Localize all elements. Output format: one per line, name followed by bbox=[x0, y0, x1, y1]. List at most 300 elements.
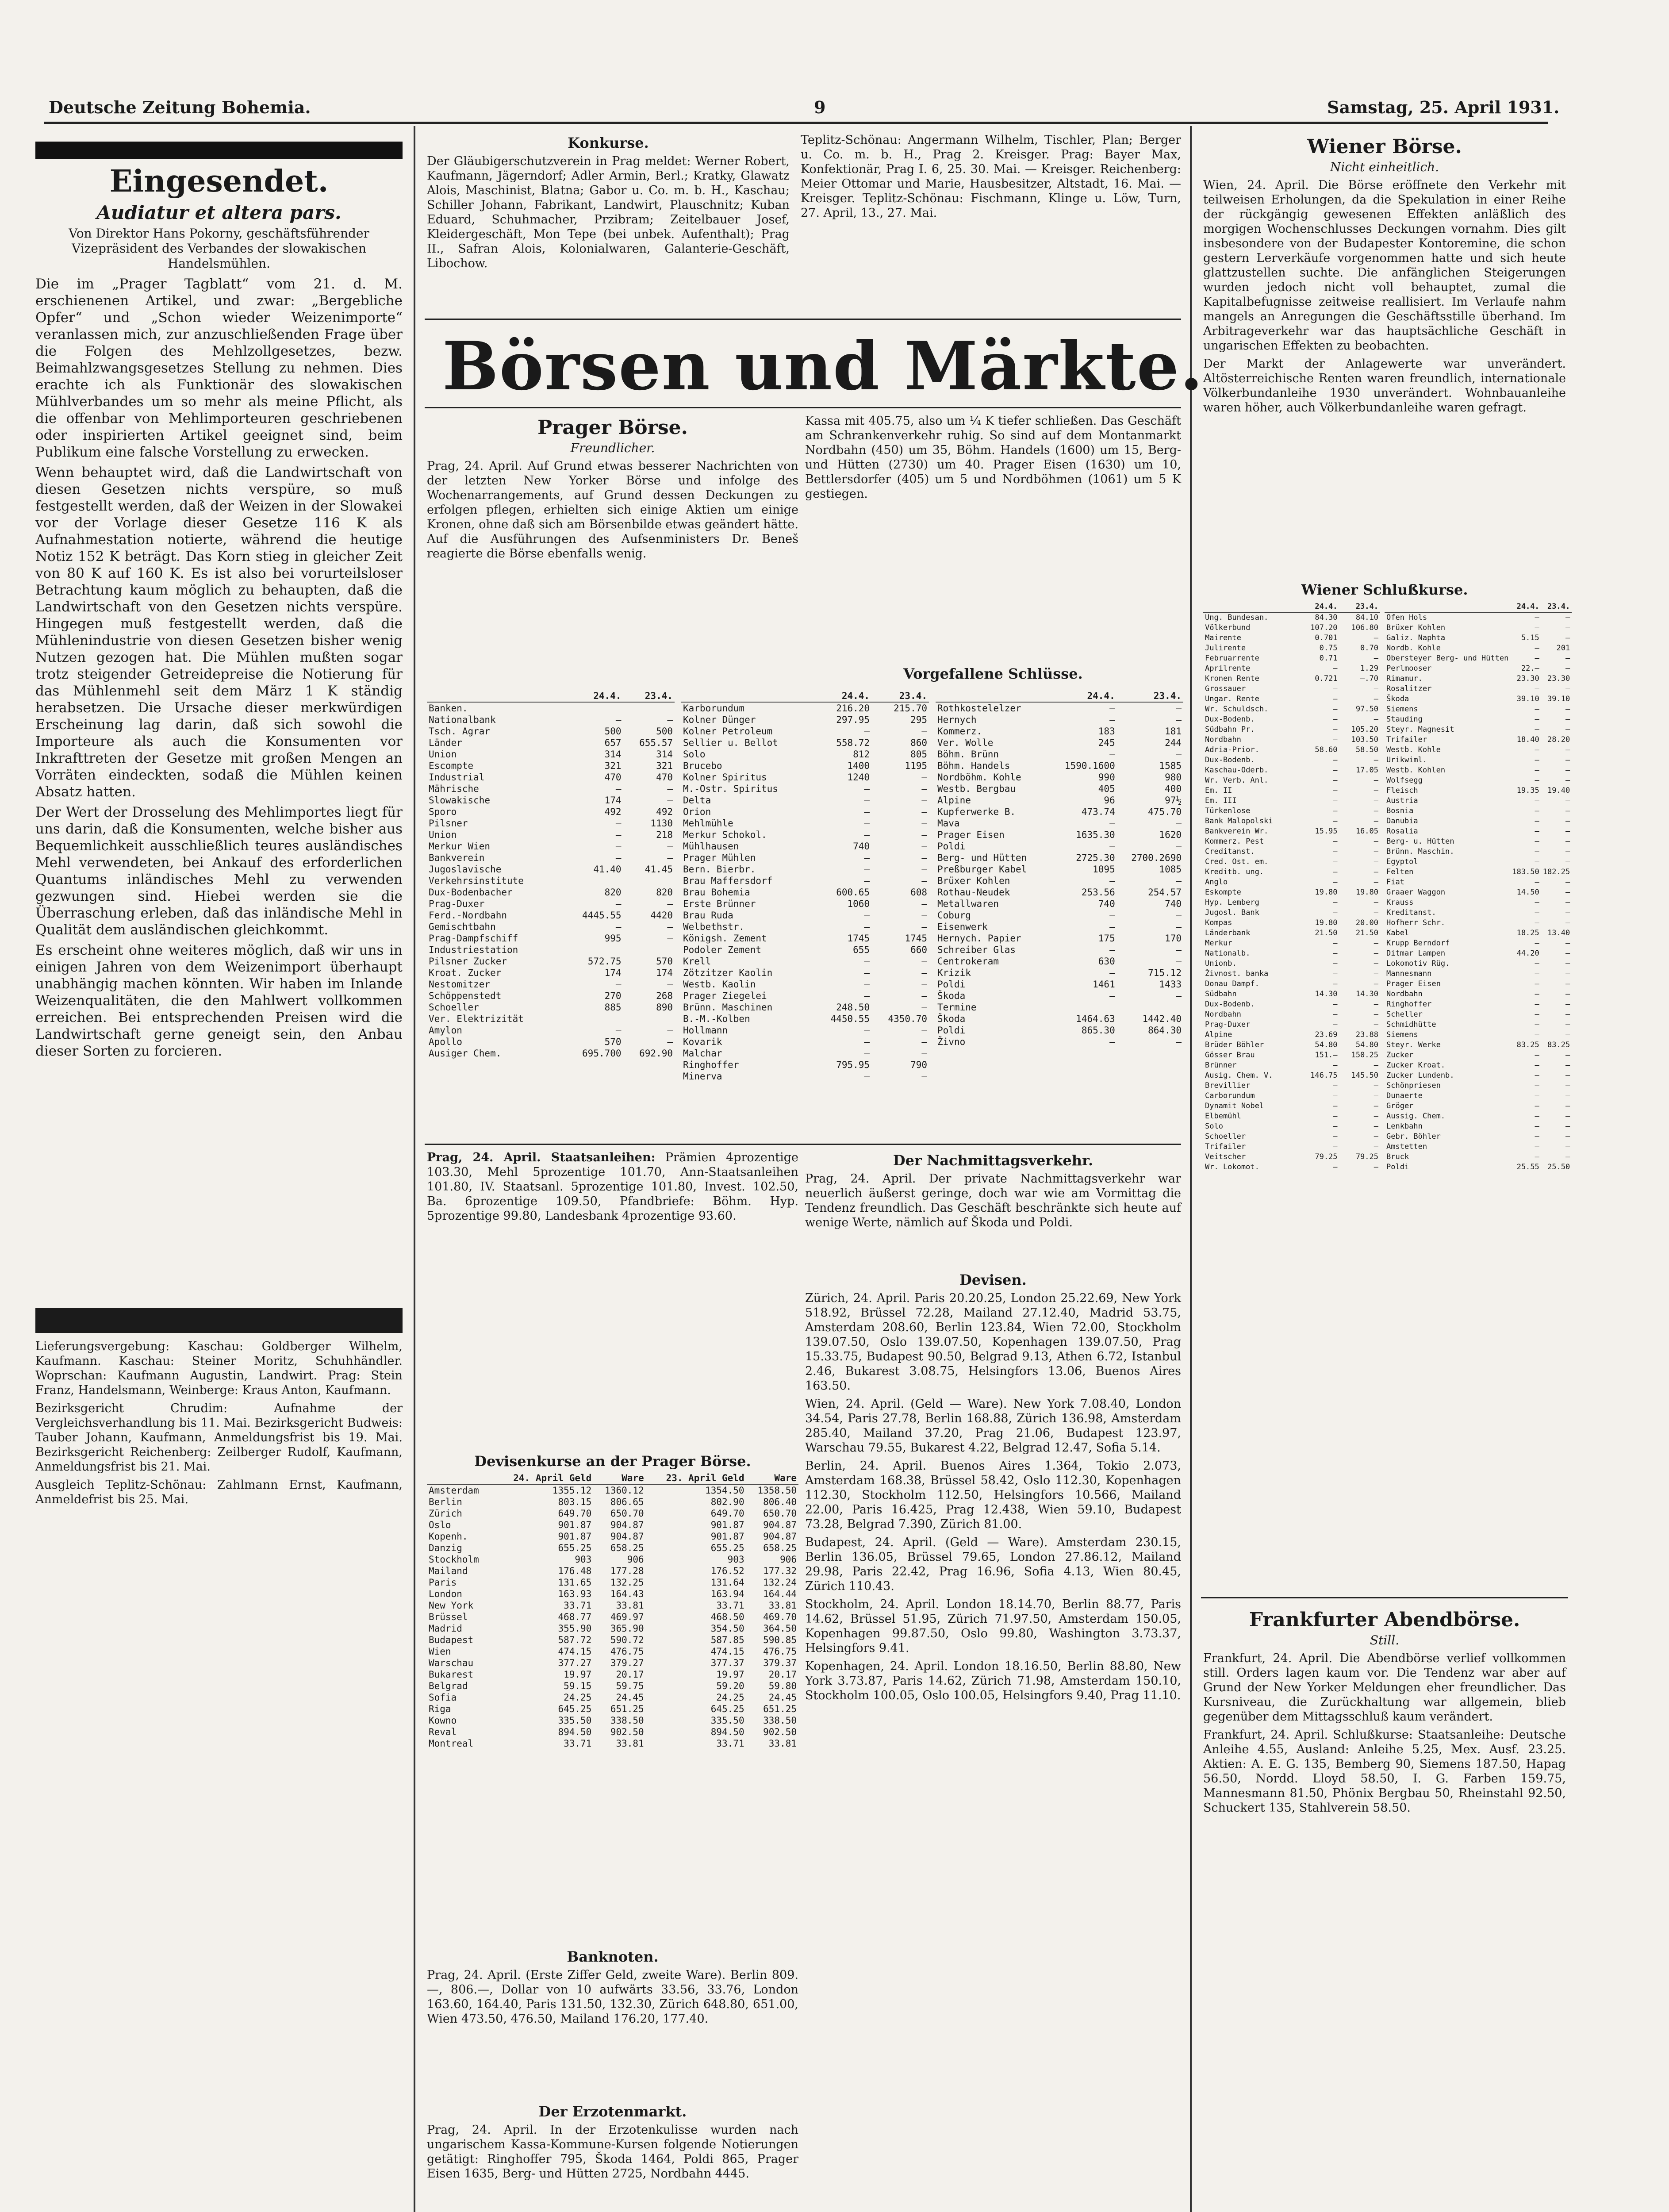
table-row bbox=[427, 967, 675, 979]
table-cell: — bbox=[1535, 1102, 1539, 1110]
table-row bbox=[1203, 1142, 1380, 1152]
table-cell: 600.65 bbox=[836, 887, 870, 898]
table-cell: — bbox=[1374, 654, 1378, 663]
table-row bbox=[1385, 1121, 1572, 1132]
table-cell: Länder bbox=[429, 737, 462, 748]
table-cell: 650.70 bbox=[610, 1508, 644, 1519]
table-cell: 1635.30 bbox=[1076, 830, 1115, 840]
table-cell: Westb. Kaolin bbox=[683, 979, 756, 990]
table-row bbox=[1203, 1101, 1380, 1111]
table-cell: Malchar bbox=[683, 1048, 722, 1059]
table-row bbox=[936, 898, 1183, 910]
table-cell: Kommerz. bbox=[937, 726, 982, 737]
table-row bbox=[681, 990, 929, 1002]
table-row bbox=[936, 829, 1183, 841]
table-cell: — bbox=[864, 922, 870, 932]
table-cell: 4350.70 bbox=[888, 1014, 927, 1024]
table-cell: — bbox=[1565, 715, 1570, 724]
table-cell: Mava bbox=[937, 818, 960, 829]
table-cell: — bbox=[1109, 910, 1115, 921]
table-cell: 58.60 bbox=[1315, 745, 1338, 754]
table-cell: — bbox=[1333, 1112, 1338, 1121]
table-cell: Budapest bbox=[429, 1635, 474, 1645]
table-cell: 54.80 bbox=[1355, 1041, 1378, 1049]
article-title: Eingesendet. bbox=[109, 164, 329, 199]
table-cell bbox=[623, 1013, 675, 1025]
table-cell: Schönpriesen bbox=[1386, 1081, 1441, 1090]
table-row bbox=[1385, 674, 1572, 684]
table-row bbox=[681, 944, 929, 956]
table-cell: — bbox=[615, 853, 622, 863]
table-cell: 33.71 bbox=[716, 1738, 744, 1749]
table-cell: — bbox=[921, 864, 927, 875]
table-cell: 2725.30 bbox=[1076, 853, 1115, 863]
table-cell: — bbox=[1535, 715, 1539, 724]
paragraph: Prämien 4prozentige 103.30, Mehl 5prozentige 101.70, Ann-Staatsanleihen 101.80, IV. Staatsanl. 5prozentige 101.80, Invest. 102.50, Ba. 6prozentige 109.50, Pfandbriefe: Böhm. Hyp. 5prozentige 99.80, Landesbank 4prozentige 93.60. bbox=[427, 1151, 799, 1223]
table-cell: — bbox=[1176, 945, 1182, 955]
table-row bbox=[1203, 877, 1380, 887]
table-row bbox=[427, 760, 675, 772]
table-cell: 21.50 bbox=[1355, 929, 1378, 937]
table-cell: — bbox=[1535, 979, 1539, 988]
table-cell: 904.87 bbox=[763, 1531, 797, 1542]
paragraph: Budapest, 24. April. (Geld — Ware). Amsterdam 230.15, Berlin 136.05, Brüssel 79.65, London 27.86.12, Mailand 29.98, Paris 22.42, Prag 16.96, Sofia 4.13, Wien 80.45, Zürich 110.43. bbox=[805, 1536, 1181, 1593]
table-cell: 338.50 bbox=[610, 1715, 644, 1726]
table-cell: Dux-Bodenb. bbox=[1205, 715, 1255, 724]
table-cell: 163.93 bbox=[558, 1589, 592, 1599]
section-heading: Der Erzotenmarkt. bbox=[538, 2103, 687, 2120]
table-cell: — bbox=[1535, 654, 1539, 663]
table-cell: 297.95 bbox=[836, 714, 870, 725]
table-cell: — bbox=[1535, 837, 1539, 846]
table-cell: Sporo bbox=[429, 806, 457, 817]
table-row bbox=[1385, 1071, 1572, 1081]
table-row bbox=[427, 1002, 675, 1013]
table-cell: 904.87 bbox=[610, 1520, 644, 1530]
table-cell: 83.25 bbox=[1516, 1041, 1539, 1049]
table-row bbox=[681, 910, 929, 921]
table-row bbox=[1385, 1060, 1572, 1071]
table-cell: — bbox=[1565, 1061, 1570, 1070]
table-cell: — bbox=[1374, 1132, 1378, 1141]
table-cell: Wr. Verb. Anl. bbox=[1205, 776, 1269, 785]
table-cell: Danubia bbox=[1386, 817, 1418, 826]
table-row bbox=[427, 1715, 798, 1726]
table-cell: — bbox=[1109, 714, 1115, 725]
table-cell: Merkur bbox=[1205, 939, 1232, 948]
table-cell: — bbox=[1535, 1020, 1539, 1029]
table-cell: 901.87 bbox=[710, 1531, 744, 1542]
table-cell: Erste Brünner bbox=[683, 899, 756, 909]
table-cell: 18.25 bbox=[1516, 929, 1539, 937]
table-cell: 164.44 bbox=[763, 1589, 797, 1599]
table-cell: 216.20 bbox=[836, 703, 870, 714]
table-row bbox=[427, 1646, 798, 1657]
table-cell: Böhm. Handels bbox=[937, 760, 1010, 771]
table-cell: 39.10 bbox=[1516, 695, 1539, 703]
table-cell: — bbox=[921, 922, 927, 932]
paragraph: Prag, 24. April. Auf Grund etwas besserer Nachrichten von der letzten New Yorker Börse und infolge des Wochenarrangements, auf Grund dessen Deckungen zu erfolgen pflegen, erhielten sich einige Aktien um einige Kronen, ohne daß sich am Börsenbilde etwas geändert hätte. Auf die Ausführungen des Aufsenministers Dr. Beneš reagierte die Börse ebenfalls wenig. bbox=[427, 459, 798, 561]
table-cell: M.-Ostr. Spiritus bbox=[683, 783, 778, 794]
table-cell: Hofherr Schr. bbox=[1386, 918, 1446, 927]
table-row bbox=[936, 967, 1183, 979]
table-cell: 740 bbox=[853, 841, 870, 852]
table-row bbox=[1385, 826, 1572, 837]
table-row bbox=[1203, 765, 1380, 776]
table-cell: — bbox=[1535, 705, 1539, 714]
column-rule bbox=[1190, 126, 1192, 2212]
table-cell: Wr. Lokomot. bbox=[1205, 1163, 1259, 1171]
table-cell: Cred. Ost. em. bbox=[1205, 857, 1269, 866]
table-row bbox=[1203, 1030, 1380, 1040]
table-cell: Apollo bbox=[429, 1037, 462, 1047]
table-cell: — bbox=[1565, 684, 1570, 693]
table-cell: 2700.2690 bbox=[1131, 853, 1182, 863]
table-cell: 41.40 bbox=[593, 864, 622, 875]
table-cell: — bbox=[1565, 796, 1570, 805]
table-cell: Karborundum bbox=[683, 703, 745, 714]
table-cell: 355.90 bbox=[558, 1623, 592, 1634]
table-cell: — bbox=[921, 899, 927, 909]
table-cell: 182.25 bbox=[1542, 868, 1570, 876]
table-cell: — bbox=[1176, 991, 1182, 1001]
table-cell: Steyr. Werke bbox=[1386, 1041, 1441, 1049]
article-subtitle: Audiatur et altera pars. bbox=[96, 202, 341, 223]
table-cell: 132.24 bbox=[763, 1577, 797, 1588]
table-cell: Mairente bbox=[1205, 634, 1241, 642]
table-cell: — bbox=[1565, 1091, 1570, 1100]
table-cell: — bbox=[1565, 847, 1570, 856]
table-row bbox=[1203, 898, 1380, 908]
table-cell: 1130 bbox=[650, 818, 673, 829]
table-cell: Orion bbox=[683, 806, 711, 817]
table-cell: 15.95 bbox=[1315, 827, 1338, 836]
table-cell: 474.15 bbox=[558, 1646, 592, 1657]
table-cell: Brüxer Kohlen bbox=[1386, 623, 1446, 632]
table-cell: 17.05 bbox=[1355, 766, 1378, 775]
table-cell: Brau Ruda bbox=[683, 910, 733, 921]
table-cell: 379.27 bbox=[610, 1658, 644, 1668]
table-cell: Jugoslavische bbox=[429, 864, 502, 875]
table-cell: — bbox=[1374, 817, 1378, 826]
table-cell: — bbox=[1374, 715, 1378, 724]
table-cell: — bbox=[1176, 922, 1182, 932]
table-cell: 79.25 bbox=[1355, 1152, 1378, 1161]
table-cell: 215.70 bbox=[894, 703, 927, 714]
table-cell: — bbox=[1374, 1102, 1378, 1110]
table-cell: 904.87 bbox=[610, 1531, 644, 1542]
table-cell: Prager Eisen bbox=[937, 830, 1005, 840]
table-cell: 655.25 bbox=[558, 1543, 592, 1553]
table-cell: — bbox=[615, 922, 622, 932]
table-row bbox=[681, 772, 929, 783]
table-row bbox=[1203, 674, 1380, 684]
devisen-article bbox=[805, 1270, 1181, 2212]
table-cell: — bbox=[1176, 818, 1182, 829]
table-cell: 24.45 bbox=[616, 1692, 644, 1703]
table-cell: 902.50 bbox=[610, 1727, 644, 1737]
table-cell: — bbox=[1333, 756, 1338, 764]
table-cell: — bbox=[1176, 876, 1182, 886]
table-cell: — bbox=[921, 841, 927, 852]
table-row bbox=[1203, 959, 1380, 969]
table-cell: — bbox=[864, 795, 870, 806]
table-cell: 890 bbox=[656, 1002, 673, 1013]
table-cell: — bbox=[1535, 644, 1539, 653]
table-cell: Škoda bbox=[937, 991, 966, 1001]
table-cell: Krupp Berndorf bbox=[1386, 939, 1450, 948]
table-cell: Centrokeram bbox=[937, 956, 999, 967]
table-cell: — bbox=[1535, 959, 1539, 968]
table-cell: 96 bbox=[1104, 795, 1115, 806]
table-row bbox=[1385, 837, 1572, 847]
table-row bbox=[427, 921, 675, 933]
table-cell: Brünner bbox=[1205, 1061, 1237, 1070]
table-cell: Prag-Duxer bbox=[1205, 1020, 1251, 1029]
table-cell: Mühlhausen bbox=[683, 841, 739, 852]
table-row bbox=[1385, 1081, 1572, 1091]
table-cell: 163.94 bbox=[710, 1589, 744, 1599]
table-row bbox=[936, 841, 1183, 852]
table-cell: — bbox=[1333, 847, 1338, 856]
table-cell: Südbahn Pr. bbox=[1205, 725, 1255, 734]
table-cell: 1.29 bbox=[1360, 664, 1378, 673]
table-cell: — bbox=[1535, 857, 1539, 866]
table-row bbox=[1385, 999, 1572, 1010]
table-cell: 13.40 bbox=[1547, 929, 1570, 937]
table-cell: — bbox=[1565, 1132, 1570, 1141]
table-cell: Em. II bbox=[1205, 786, 1232, 795]
table-row bbox=[1203, 623, 1380, 633]
table-cell: — bbox=[1333, 705, 1338, 714]
table-cell: Ung. Bundesan. bbox=[1205, 613, 1269, 622]
table-cell: Brünn. Maschinen bbox=[683, 1002, 773, 1013]
table-row bbox=[1385, 1030, 1572, 1040]
table-row bbox=[1203, 887, 1380, 898]
table-row bbox=[427, 1657, 798, 1669]
table-cell: Carborundum bbox=[1205, 1091, 1255, 1100]
section-subheading: Nicht einheitlich. bbox=[1330, 160, 1439, 174]
column-eingesendet bbox=[35, 142, 403, 2212]
table-cell: 469.70 bbox=[763, 1612, 797, 1622]
table-cell: — bbox=[1565, 1112, 1570, 1121]
table-cell: — bbox=[1333, 908, 1338, 917]
table-cell: Südbahn bbox=[1205, 990, 1237, 998]
table-cell: 805 bbox=[910, 749, 927, 760]
table-cell: — bbox=[1176, 703, 1182, 714]
table-cell bbox=[564, 875, 623, 887]
table-cell: — bbox=[615, 818, 622, 829]
table-cell: 151.— bbox=[1315, 1051, 1338, 1060]
table-row bbox=[1385, 816, 1572, 826]
table-cell: — bbox=[1374, 898, 1378, 907]
table-cell: Kabel bbox=[1386, 929, 1409, 937]
table-cell: Živnost. banka bbox=[1205, 969, 1269, 978]
table-row bbox=[1203, 847, 1380, 857]
table-cell: 570 bbox=[604, 1037, 622, 1047]
table-cell: Paris bbox=[429, 1577, 457, 1588]
table-row bbox=[427, 806, 675, 818]
table-cell: Slowakische bbox=[429, 795, 491, 806]
table-cell: 174 bbox=[656, 968, 673, 978]
table-cell: 806.40 bbox=[763, 1497, 797, 1507]
table-cell: Preßburger Kabel bbox=[937, 864, 1027, 875]
table-row bbox=[1385, 908, 1572, 918]
table-cell: 1433 bbox=[1159, 979, 1182, 990]
table-cell: — bbox=[1565, 725, 1570, 734]
table-cell: — bbox=[1374, 1020, 1378, 1029]
table-row bbox=[1385, 959, 1572, 969]
table-cell: Hollmann bbox=[683, 1025, 728, 1036]
paragraph: Zürich, 24. April. Paris 20.20.25, London 25.22.69, New York 518.92, Brüssel 72.28, Mailand 27.12.40, Madrid 53.75, Amsterdam 208.60, Berlin 123.84, Wien 72.00, Stockholm 139.07.50, Oslo 139.07.50, Kopenhagen 139.07.50, Prag 15.33.75, Budapest 90.50, Belgrad 9.13, Athen 6.72, Istanbul 2.46, Bukarest 3.08.75, Helsingfors 13.06, Buenos Aires 163.50. bbox=[805, 1291, 1181, 1393]
table-cell: 820 bbox=[604, 887, 622, 898]
table-cell: Austria bbox=[1386, 796, 1418, 805]
table-cell: — bbox=[1565, 1142, 1570, 1151]
table-cell: 14.50 bbox=[1516, 888, 1539, 897]
table-cell: Zucker Kroat. bbox=[1386, 1061, 1446, 1070]
column-rule bbox=[414, 126, 415, 2212]
table-cell: 97½ bbox=[1165, 795, 1182, 806]
table-row bbox=[936, 921, 1183, 933]
table-cell: — bbox=[1333, 725, 1338, 734]
paragraph: Prag, 24. April. Der private Nachmittagsverkehr war neuerlich äußerst geringe, doch war wie am Vormittag die Tendenz freundlich. Das Geschäft beschränkte sich heute auf wenige Werte, nämlich auf Škoda und Poldi. bbox=[805, 1172, 1181, 1229]
section-heading: Konkurse. bbox=[568, 134, 649, 151]
table-cell: Brüssel bbox=[429, 1612, 468, 1622]
table-cell: — bbox=[1109, 749, 1115, 760]
table-row bbox=[427, 910, 675, 921]
table-cell: — bbox=[1374, 756, 1378, 764]
table-cell: — bbox=[1565, 878, 1570, 887]
table-cell: Schoeller bbox=[1205, 1132, 1246, 1141]
table-cell: 22.— bbox=[1521, 664, 1539, 673]
table-cell: Urikwiml. bbox=[1386, 756, 1427, 764]
table-cell: — bbox=[1535, 817, 1539, 826]
table-cell: — bbox=[1565, 776, 1570, 785]
table-cell: 803.15 bbox=[558, 1497, 592, 1507]
table-cell: — bbox=[1535, 1091, 1539, 1100]
table-cell: Schreiber Glas bbox=[937, 945, 1016, 955]
table-row bbox=[1203, 653, 1380, 664]
table-row bbox=[1203, 806, 1380, 816]
table-cell: — bbox=[1565, 1020, 1570, 1029]
table-cell: — bbox=[1535, 766, 1539, 775]
table-row bbox=[681, 979, 929, 990]
table-cell: — bbox=[1333, 1091, 1338, 1100]
table-cell: Brucebo bbox=[683, 760, 722, 771]
table-row bbox=[427, 1048, 675, 1059]
table-cell: 33.81 bbox=[616, 1600, 644, 1611]
paragraph: Wien, 24. April. Die Börse eröffnete den Verkehr mit teilweisen Erholungen, da die Spekulation in einer Reihe der rückgängig gewesenen Effekten anläßlich des morgigen Wochenschlusses Deckungen vornahm. Dies gilt insbesondere von der Budapester Kontoremine, die schon gestern Lerverkäufe vorgenommen hatte und sich heute glattzustellen suchte. Die anfänglichen Steigerungen wurden jedoch nicht voll behauptet, zumal die Kapitalbefugnisse zeitweise reallisiert. Im Verlaufe nahm mangels an Anregungen die Geschäftsstille überhand. Im Arbitrageverkehr war das hauptsächliche Geschäft in ungarischen Effekten zu beobachten. bbox=[1203, 178, 1566, 353]
table-row bbox=[427, 1680, 798, 1692]
table-row bbox=[1203, 816, 1380, 826]
table-cell: Elbemühl bbox=[1205, 1112, 1241, 1121]
table-cell: — bbox=[1333, 1061, 1338, 1070]
table-row bbox=[681, 933, 929, 944]
section-heading: Banknoten. bbox=[567, 1948, 659, 1965]
table-cell: 476.75 bbox=[763, 1646, 797, 1657]
table-cell: — bbox=[667, 922, 673, 932]
table-cell: — bbox=[1109, 1037, 1115, 1047]
table-cell: Oslo bbox=[429, 1520, 451, 1530]
table-cell: — bbox=[1333, 878, 1338, 887]
table-row bbox=[1385, 918, 1572, 928]
table-cell: Zötzitzer Kaolin bbox=[683, 968, 773, 978]
table-row bbox=[427, 1634, 798, 1646]
table-cell: Obersteyer Berg- und Hütten bbox=[1386, 654, 1509, 663]
table-row bbox=[1385, 623, 1572, 633]
table-row bbox=[1385, 887, 1572, 898]
table-cell: 590.72 bbox=[610, 1635, 644, 1645]
table-row bbox=[681, 1036, 929, 1048]
table-row bbox=[1385, 847, 1572, 857]
table-row bbox=[427, 749, 675, 760]
table-row bbox=[427, 1623, 798, 1634]
table-cell: Sellier u. Bellot bbox=[683, 737, 778, 748]
table-cell: 980 bbox=[1165, 772, 1182, 783]
table-cell: Škoda bbox=[937, 1014, 966, 1024]
table-cell: 44.20 bbox=[1516, 949, 1539, 958]
erzmarkt-article bbox=[427, 2101, 798, 2212]
table-row bbox=[936, 1002, 1183, 1013]
table-cell: — bbox=[1535, 1071, 1539, 1080]
table-row bbox=[936, 1013, 1183, 1025]
table-cell: 1745 bbox=[905, 933, 927, 944]
table-cell: Aprilrente bbox=[1205, 664, 1251, 673]
table-cell: 995 bbox=[604, 933, 622, 944]
table-cell: 740 bbox=[1098, 899, 1115, 909]
table-cell: —.70 bbox=[1360, 674, 1378, 683]
table-row bbox=[681, 760, 929, 772]
table-cell bbox=[623, 702, 675, 714]
table-row bbox=[936, 702, 1183, 714]
table-cell: 4450.55 bbox=[830, 1014, 870, 1024]
table-cell: — bbox=[1535, 806, 1539, 815]
table-cell: 321 bbox=[656, 760, 673, 771]
table-row bbox=[1203, 612, 1380, 623]
table-cell: — bbox=[667, 841, 673, 852]
table-cell: — bbox=[667, 899, 673, 909]
table-cell: 0.70 bbox=[1360, 644, 1378, 653]
table-cell: Merkur Schokol. bbox=[683, 830, 767, 840]
table-cell: 902.50 bbox=[763, 1727, 797, 1737]
table-cell: 174 bbox=[604, 968, 622, 978]
table-cell: — bbox=[1535, 898, 1539, 907]
table-cell: Völkerbund bbox=[1205, 623, 1251, 632]
masthead-left: Deutsche Zeitung Bohemia. bbox=[49, 97, 311, 117]
table-cell: — bbox=[1535, 1081, 1539, 1090]
table-cell: — bbox=[1374, 695, 1378, 703]
table-cell: 183.50 bbox=[1512, 868, 1539, 876]
table-row bbox=[427, 864, 675, 875]
table-cell: 655.57 bbox=[639, 737, 673, 748]
vienna-table-left: 24.4. 23.4. Ung. Bundesan. 84.30 84.10 Völkerbund 107.20 106.80 Mairente 0.701 — Julirente 0.75 0.70 Februarrente 0.71 — Aprilrente — 1.29 Kronen Rente 0.721 —.70 Grossauer — — Ungar. Rente — — Wr. Schuldsch. — 97.50 Dux-Bodenb. — — Südbahn Pr. — 105.20 Nordbahn — 103.50 Adria-Prior. 58.60 58.50 Dux-Bodenb. — — Kaschau-Oderb. — 17.05 Wr. Verb. Anl. — — Em. II — — Em. III — — Türkenlose — — Bank Malopolski — — Bankverein Wr. 15.95 16.05 Kommerz. Pest — — Creditanst. — — Cred. Ost. em. — — Kreditb. ung. — — Anglo — — Eskompte 19.80 19.80 Hyp. Lemberg — — Jugosl. Bank — — Kompas 19.80 20.00 Länderbank 21.50 21.50 Merkur — — Nationalb. — — Unionb. — — Živnost. banka — — Donau Dampf. — — Südbahn 14.30 14.30 Dux-Bodenb. — — Nordbahn — — Prag-Duxer — — Alpine 23.69 23.88 Brüder Böhler 54.80 54.80 Gösser Brau 151.— 150.25 Brünner — — Ausig. Chem. V. 146.75 145.50 Brevillier — — Carborundum — — Dynamit Nobel — — Elbemühl — — Solo — — Schoeller — — Trifailer — — Veitscher 79.25 79.25 Wr. Lokomot. — — bbox=[1203, 602, 1380, 1593]
table-cell: 645.25 bbox=[558, 1704, 592, 1714]
table-cell: Poldi bbox=[937, 841, 966, 852]
title-rule bbox=[425, 407, 1181, 408]
table-cell: — bbox=[1176, 1037, 1182, 1047]
table-cell: 245 bbox=[1098, 737, 1115, 748]
table-cell: — bbox=[921, 1002, 927, 1013]
paragraph: Der Gläubigerschutzverein in Prag meldet: Werner Robert, Kaufmann, Jägerndorf; Adler Armin, Berl.; Kratky, Glawatz Alois, Maschinist, Blatna; Gabor u. Co. m. b. H., Kaschau; Schiller Johann, Fabrikant, Landwirt, Plauschnitz; Kuban Eduard, Schuhmacher, Przibram; Zeitelbauer Josef, Kleidergeschäft, Mon Tepe (bei unbek. Aufenthalt); Prag II., Safran Alois, Kolonialwaren, Galanterie-Geschäft, Libochow. bbox=[427, 154, 790, 270]
table-row bbox=[427, 990, 675, 1002]
paragraph: Prag, 24. April. (Erste Ziffer Geld, zweite Ware). Berlin 809.—, 806.—, Dollar von 10 aufwärts 33.56, 33.76, London 163.60, 164.40, Paris 131.50, 132.30, Zürich 648.80, 651.00, Wien 473.50, 476.50, Mailand 176.20, 177.40. bbox=[427, 1968, 798, 2026]
table-cell: Brevillier bbox=[1205, 1081, 1251, 1090]
table-cell: Industrial bbox=[429, 772, 485, 783]
section-heading: Wiener Schlußkurse. bbox=[1301, 581, 1468, 598]
table-row bbox=[936, 760, 1183, 772]
prague-bourse-article bbox=[427, 414, 798, 679]
table-cell: Bern. Bierbr. bbox=[683, 864, 756, 875]
